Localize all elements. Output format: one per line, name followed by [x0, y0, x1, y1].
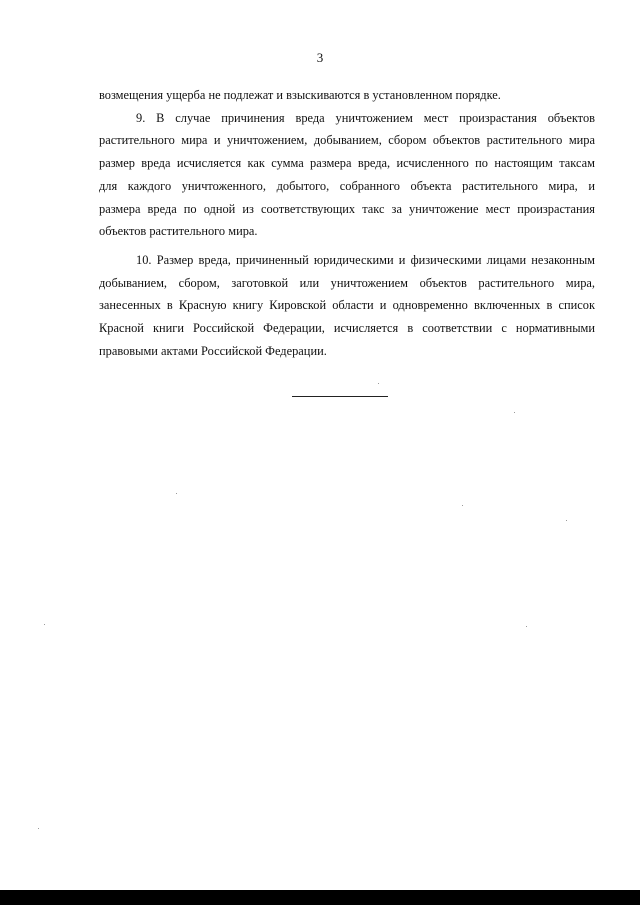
text-line: 10. Размер вреда, причиненный юридическими и физическими лицами незаконным	[136, 252, 595, 267]
text-line: 9. В случае причинения вреда уничтожением мест произрастания объектов	[136, 110, 595, 125]
text-line: объектов растительного мира.	[99, 224, 258, 239]
text-line: Красной книги Российской Федерации, исчисляется в соответствии с нормативными	[99, 321, 595, 336]
scan-speck	[566, 520, 567, 521]
text-line: размер вреда исчисляется как сумма размера вреда, исчисленного по настоящим таксам	[99, 156, 595, 171]
paragraph-continuation	[99, 84, 595, 107]
document-body	[99, 84, 595, 362]
scan-speck	[176, 493, 177, 494]
scan-speck	[378, 383, 379, 384]
paragraph-10	[99, 249, 595, 363]
paragraph-9	[99, 107, 595, 243]
text-line: добыванием, сбором, заготовкой или уничтожением объектов растительного мира,	[99, 275, 595, 290]
text-line: возмещения ущерба не подлежат и взыскиваются в установленном порядке.	[99, 88, 501, 102]
text-line: занесенных в Красную книгу Кировской области и одновременно включенных в список	[99, 298, 595, 313]
scan-speck	[44, 624, 45, 625]
text-line: для каждого уничтоженного, добытого, собранного объекта растительного мира, и	[99, 178, 595, 193]
scan-speck	[38, 828, 39, 829]
scan-bottom-edge	[0, 890, 640, 905]
page-number: 3	[316, 50, 324, 65]
scan-speck	[514, 412, 515, 413]
end-divider-line	[292, 396, 388, 397]
text-line: растительного мира и уничтожением, добыванием, сбором объектов растительного мира	[99, 133, 595, 148]
scan-speck	[526, 626, 527, 627]
scan-speck	[462, 505, 463, 506]
text-line: размера вреда по одной из соответствующих такс за уничтожение мест произрастания	[99, 201, 595, 216]
text-line: правовыми актами Российской Федерации.	[99, 343, 327, 358]
